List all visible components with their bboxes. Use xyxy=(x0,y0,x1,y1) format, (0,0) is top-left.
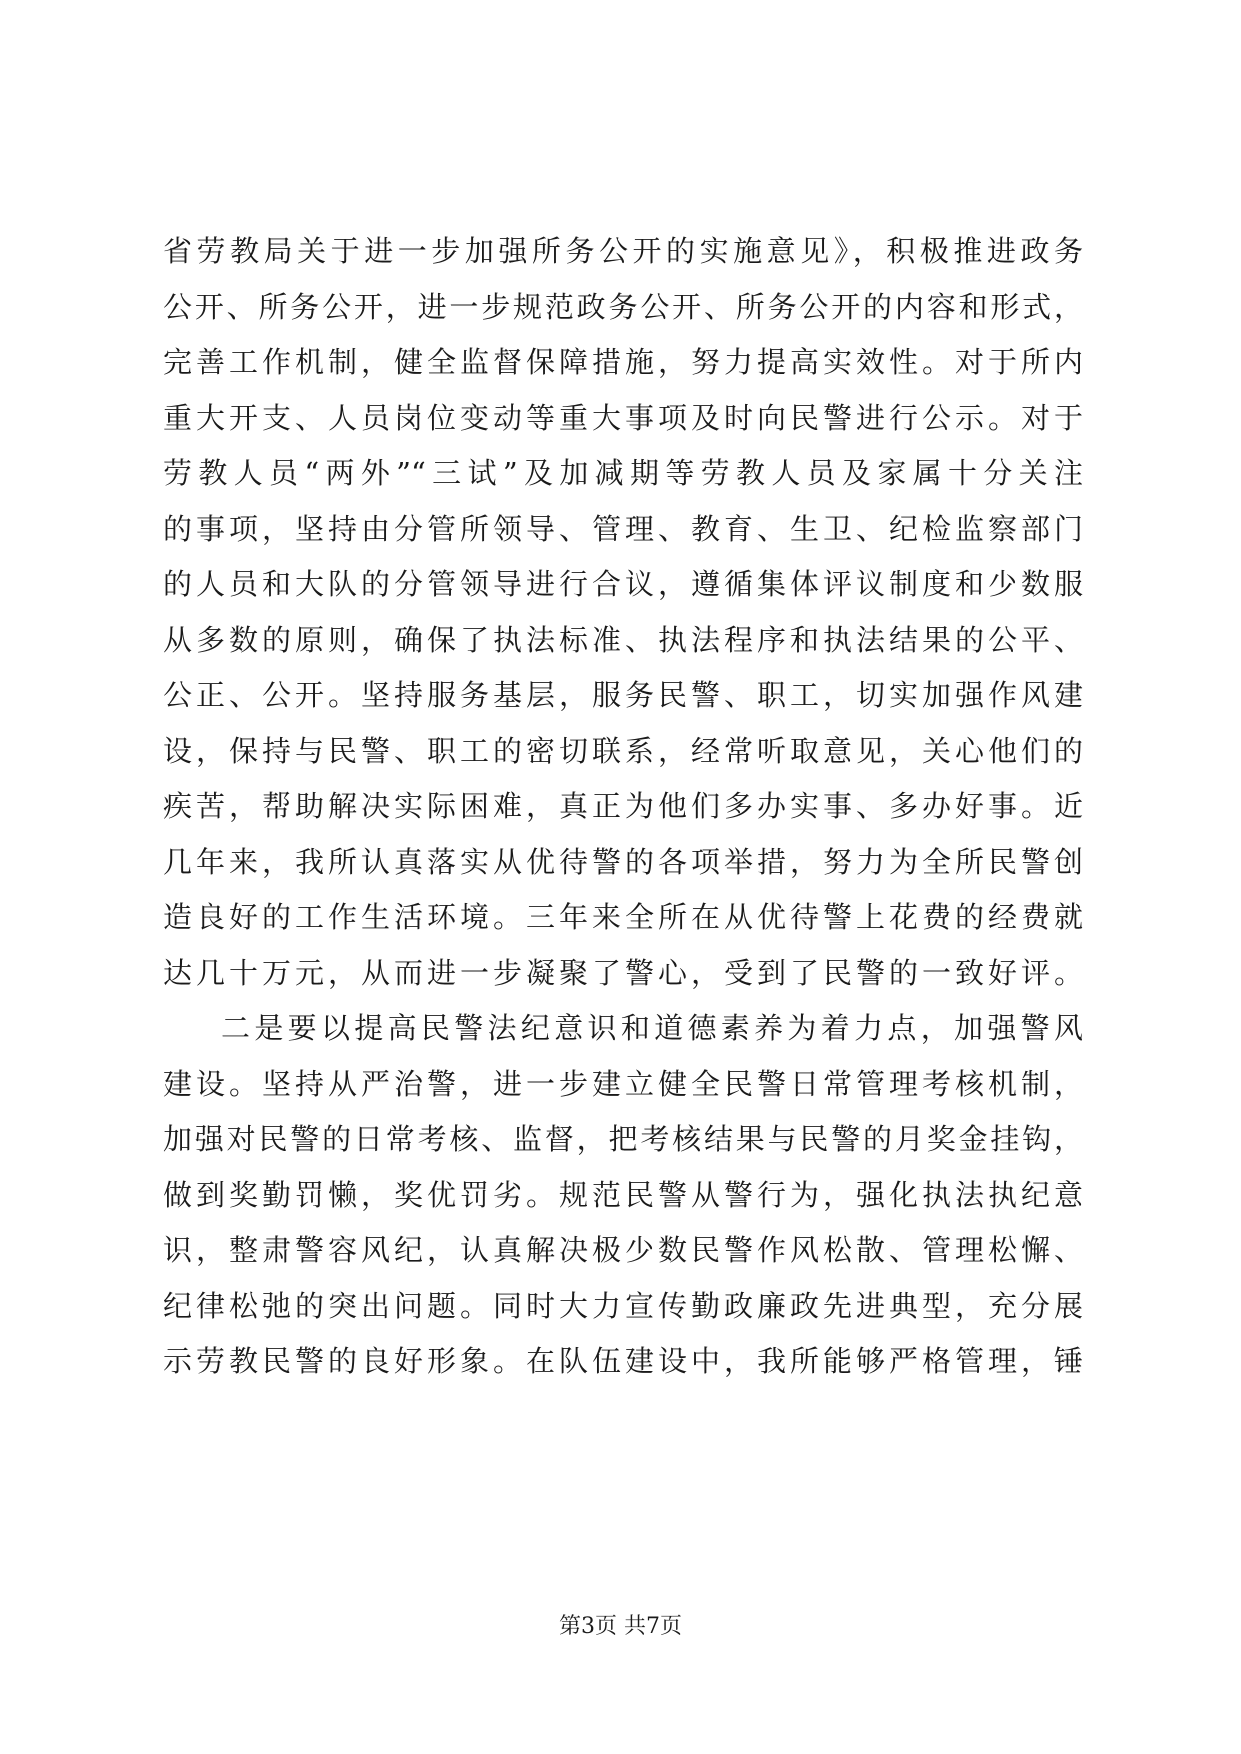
text-line: 劳教人员“两外”“三试”及加减期等劳教人员及家属十分关注 xyxy=(163,456,1083,490)
text-line: 示劳教民警的良好形象。在队伍建设中，我所能够严格管理，锤 xyxy=(163,1344,1083,1378)
text-line: 重大开支、人员岗位变动等重大事项及时向民警进行公示。对于 xyxy=(163,400,1083,435)
text-line: 的人员和大队的分管领导进行合议，遵循集体评议制度和少数服 xyxy=(163,567,1083,601)
page-footer: 第3页 共7页 xyxy=(559,1614,682,1639)
text-line: 造良好的工作生活环境。三年来全所在从优待警上花费的经费就 xyxy=(163,900,1083,934)
text-line: 的事项，坚持由分管所领导、管理、教育、生卫、纪检监察部门 xyxy=(163,511,1083,546)
text-line: 疾苦，帮助解决实际困难，真正为他们多办实事、多办好事。近 xyxy=(163,789,1083,823)
document-body xyxy=(163,224,1083,1390)
text-line: 做到奖勤罚懒，奖优罚劣。规范民警从警行为，强化执法执纪意 xyxy=(163,1177,1083,1212)
text-line: 建设。坚持从严治警，进一步建立健全民警日常管理考核机制， xyxy=(163,1066,1083,1101)
paragraph xyxy=(163,224,1083,1001)
text-line: 加强对民警的日常考核、监督，把考核结果与民警的月奖金挂钩， xyxy=(163,1122,1083,1156)
text-line: 纪律松弛的突出问题。同时大力宣传勤政廉政先进典型，充分展 xyxy=(163,1288,1083,1323)
text-line: 达几十万元，从而进一步凝聚了警心，受到了民警的一致好评。 xyxy=(163,955,1083,990)
text-line: 省劳教局关于进一步加强所务公开的实施意见》，积极推进政务 xyxy=(163,234,1083,268)
text-line: 公开、所务公开，进一步规范政务公开、所务公开的内容和形式， xyxy=(163,289,1083,324)
text-line: 识，整肃警容风纪，认真解决极少数民警作风松散、管理松懈、 xyxy=(163,1233,1083,1267)
text-line: 公正、公开。坚持服务基层，服务民警、职工，切实加强作风建 xyxy=(163,678,1083,712)
text-line: 几年来，我所认真落实从优待警的各项举措，努力为全所民警创 xyxy=(163,844,1083,879)
text-line: 完善工作机制，健全监督保障措施，努力提高实效性。对于所内 xyxy=(163,345,1083,379)
paragraph xyxy=(163,1001,1083,1390)
text-line: 从多数的原则，确保了执法标准、执法程序和执法结果的公平、 xyxy=(163,622,1083,657)
text-line: 设，保持与民警、职工的密切联系，经常听取意见，关心他们的 xyxy=(163,733,1083,768)
text-line: 二是要以提高民警法纪意识和道德素养为着力点，加强警风 xyxy=(221,1011,1083,1045)
